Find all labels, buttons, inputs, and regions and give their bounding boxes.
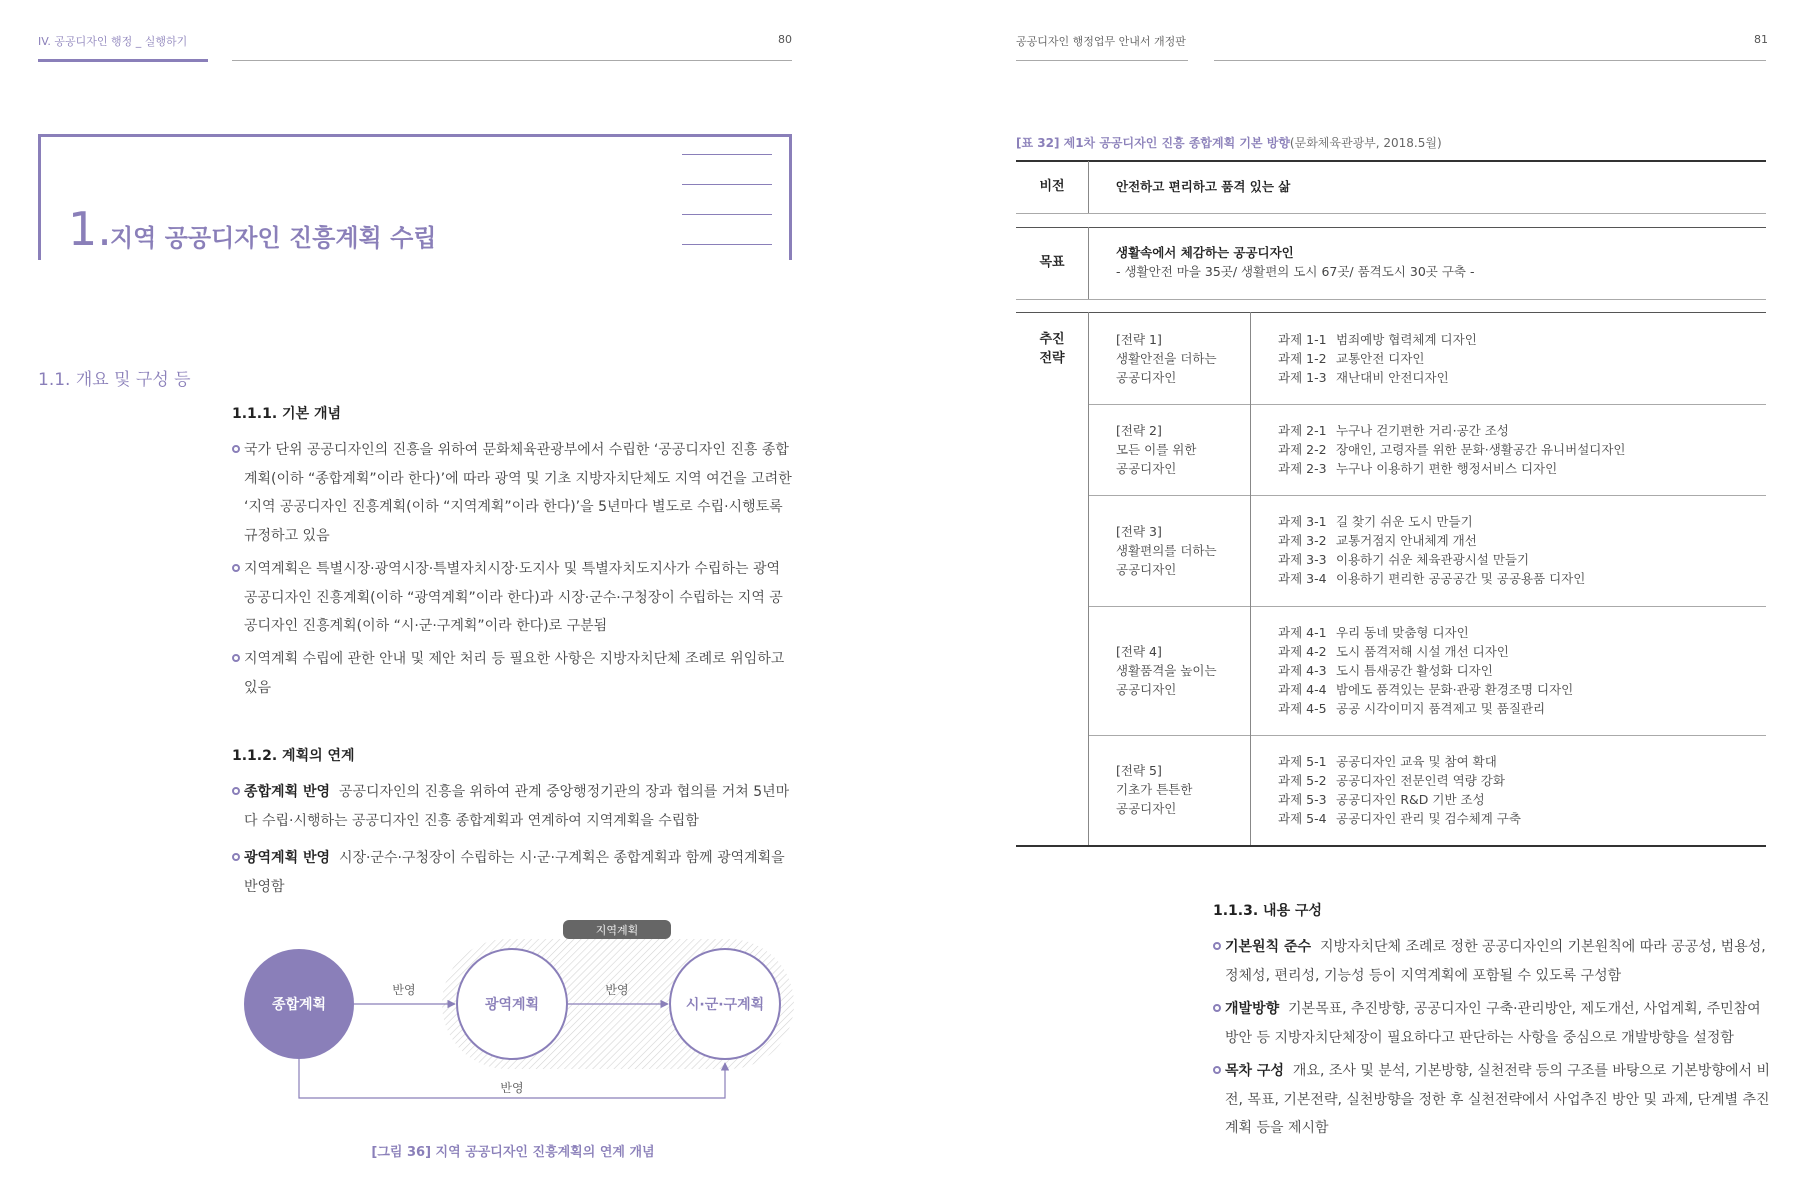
chapter-title: 지역 공공디자인 진흥계획 수립 bbox=[110, 224, 437, 252]
table-row-rule bbox=[1016, 227, 1766, 228]
task-item: 과제 4-5 공공 시각이미지 품격제고 및 품질관리 bbox=[1278, 701, 1546, 716]
table-top-rule bbox=[1016, 160, 1766, 162]
table-row-rule bbox=[1088, 404, 1766, 405]
edge-label: 반영 bbox=[500, 1081, 524, 1095]
table-caption: [표 32] 제1차 공공디자인 진흥 종합계획 기본 방향(문화체육관광부, 2018.5월) bbox=[1016, 136, 1442, 150]
task-item: 과제 5-1 공공디자인 교육 및 참여 확대 bbox=[1278, 754, 1497, 769]
node-label: 광역계획 bbox=[484, 997, 540, 1013]
chapter-deco-line bbox=[682, 214, 772, 215]
task-item: 과제 4-2 도시 품격저해 시설 개선 디자인 bbox=[1278, 644, 1509, 659]
table-row-rule bbox=[1088, 735, 1766, 736]
task-item: 과제 5-2 공공디자인 전문인력 역량 강화 bbox=[1278, 773, 1505, 788]
strategy-cell: [전략 4] 생활품격을 높이는 공공디자인 bbox=[1116, 644, 1217, 697]
header-rule bbox=[1016, 60, 1188, 61]
strategy-cell: [전략 3] 생활편의를 더하는 공공디자인 bbox=[1116, 524, 1217, 577]
table-col-rule bbox=[1088, 161, 1089, 213]
task-item: 과제 4-3 도시 틈새공간 활성화 디자인 bbox=[1278, 663, 1493, 678]
linkage-diagram bbox=[230, 915, 810, 1115]
table-row-rule bbox=[1088, 495, 1766, 496]
task-item: 과제 1-1 범죄예방 협력체계 디자인 bbox=[1278, 332, 1477, 347]
edge-label: 반영 bbox=[392, 983, 416, 997]
goal-title: 생활속에서 체감하는 공공디자인 bbox=[1116, 245, 1294, 260]
vision-label: 비전 bbox=[1039, 179, 1065, 194]
subsection-title: 1.1.1. 기본 개념 bbox=[232, 406, 342, 422]
page-number-right: 81 bbox=[1754, 33, 1768, 46]
strategy-cell: [전략 1] 생활안전을 더하는 공공디자인 bbox=[1116, 332, 1217, 385]
bullet-icon bbox=[232, 654, 240, 662]
subsection-title: 1.1.3. 내용 구성 bbox=[1213, 903, 1323, 919]
task-list bbox=[1278, 421, 1626, 478]
task-item: 과제 3-2 교통거점지 안내체계 개선 bbox=[1278, 533, 1477, 548]
bullet-paragraph: 지역계획은 특별시장·광역시장·특별자치시장·도지사 및 특별자치도지사가 수립하는 광역 공공디자인 진흥계획(이하 “광역계획”이라 한다)과 시장·군수·구청장이 수립하는 지역 공 공디자인 진흥계획(이하 “시·군·구계획”이라 한다)로 구분됨 bbox=[244, 561, 783, 634]
chapter-deco-line bbox=[682, 244, 772, 245]
task-item: 과제 4-1 우리 동네 맞춤형 디자인 bbox=[1278, 625, 1469, 640]
task-item: 과제 2-1 누구나 걷기편한 거리·공간 조성 bbox=[1278, 423, 1509, 438]
page-number-left: 80 bbox=[778, 33, 792, 46]
bullet-icon bbox=[232, 787, 240, 795]
table-col-rule bbox=[1250, 312, 1251, 845]
table-row-rule bbox=[1016, 213, 1766, 214]
task-item: 과제 3-4 이용하기 편리한 공공공간 및 공공용품 디자인 bbox=[1278, 571, 1586, 586]
task-item: 과제 3-3 이용하기 쉬운 체육관광시설 만들기 bbox=[1278, 552, 1530, 567]
bullet-icon bbox=[232, 853, 240, 861]
node-label: 시·군·구계획 bbox=[685, 997, 765, 1013]
bullet-icon bbox=[232, 445, 240, 453]
bullet-icon bbox=[1213, 1004, 1221, 1012]
table-col-rule bbox=[1088, 227, 1089, 299]
table-row-rule bbox=[1016, 312, 1766, 313]
table-row-rule bbox=[1016, 299, 1766, 300]
task-item: 과제 5-4 공공디자인 관리 및 검수체계 구축 bbox=[1278, 811, 1521, 826]
bullet-icon bbox=[1213, 942, 1221, 950]
node-label: 종합계획 bbox=[271, 997, 327, 1013]
task-list bbox=[1278, 330, 1477, 387]
strategy-cell: [전략 2] 모든 이를 위한 공공디자인 bbox=[1116, 423, 1197, 476]
chapter-deco-line bbox=[682, 184, 772, 185]
task-item: 과제 1-2 교통안전 디자인 bbox=[1278, 351, 1425, 366]
figure-caption: [그림 36] 지역 공공디자인 진흥계획의 연계 개념 bbox=[371, 1145, 655, 1160]
task-item: 과제 3-1 길 찾기 쉬운 도시 만들기 bbox=[1278, 514, 1473, 529]
bullet-icon bbox=[232, 564, 240, 572]
bullet-paragraph: 종합계획 반영 공공디자인의 진흥을 위하여 관계 중앙행정기관의 장과 협의를 거쳐 5년마 다 수립·시행하는 공공디자인 진흥 종합계획과 연계하여 지역계획을 수립함 bbox=[244, 784, 790, 829]
chapter-deco-line bbox=[682, 154, 772, 155]
task-item: 과제 2-2 장애인, 고령자를 위한 문화·생활공간 유니버설디자인 bbox=[1278, 442, 1626, 457]
task-list bbox=[1278, 752, 1521, 828]
strategy-cell: [전략 5] 기초가 튼튼한 공공디자인 bbox=[1116, 763, 1193, 816]
task-list bbox=[1278, 623, 1573, 718]
subsection-title: 1.1.2. 계획의 연계 bbox=[232, 748, 355, 764]
running-header-left: IV. 공공디자인 행정 _ 실행하기 bbox=[38, 35, 188, 48]
bullet-paragraph: 지역계획 수립에 관한 안내 및 제안 처리 등 필요한 사항은 지방자치단체 조례로 위임하고 있음 bbox=[244, 651, 785, 696]
bullet-icon bbox=[1213, 1066, 1221, 1074]
vision-text: 안전하고 편리하고 품격 있는 삶 bbox=[1116, 179, 1291, 194]
running-header-right: 공공디자인 행정업무 안내서 개정판 bbox=[1016, 35, 1186, 48]
table-bottom-rule bbox=[1016, 845, 1766, 847]
bullet-paragraph: 기본원칙 준수 지방자치단체 조례로 정한 공공디자인의 기본원칙에 따라 공공성, 범용성, 정체성, 편리성, 기능성 등이 지역계획에 포함될 수 있도록 구성함 bbox=[1225, 939, 1766, 984]
bullet-paragraph: 개발방향 기본목표, 추진방향, 공공디자인 구축·관리방안, 제도개선, 사업계획, 주민참여 방안 등 지방자치단체장이 필요하다고 판단하는 사항을 중심으로 개발방향을 설정함 bbox=[1225, 1001, 1761, 1046]
task-list bbox=[1278, 512, 1585, 588]
header-accent-rule bbox=[38, 59, 208, 62]
header-rule bbox=[1214, 60, 1766, 61]
bullet-paragraph: 국가 단위 공공디자인의 진흥을 위하여 문화체육관광부에서 수립한 ‘공공디자인 진흥 종합 계획(이하 “종합계획”이라 한다)’에 따라 광역 및 기초 지방자치단체도 지역 여건을 고려한 ‘지역 공공디자인 진흥계획(이하 “지역계획”이라 한다)’을 5년마다 별도로 수립·시행토록 규정하고 있음 bbox=[244, 442, 792, 544]
task-item: 과제 2-3 누구나 이용하기 편한 행정서비스 디자인 bbox=[1278, 461, 1558, 476]
goal-label: 목표 bbox=[1039, 255, 1065, 270]
header-rule bbox=[232, 60, 792, 61]
edge-label: 반영 bbox=[605, 983, 629, 997]
table-row-rule bbox=[1088, 606, 1766, 607]
task-item: 과제 1-3 재난대비 안전디자인 bbox=[1278, 370, 1449, 385]
chapter-number: 1. bbox=[68, 202, 112, 256]
group-label: 지역계획 bbox=[595, 924, 639, 937]
task-item: 과제 4-4 밤에도 품격있는 문화·관광 환경조명 디자인 bbox=[1278, 682, 1574, 697]
goal-detail: - 생활안전 마을 35곳/ 생활편의 도시 67곳/ 품격도시 30곳 구축 - bbox=[1116, 264, 1475, 279]
table-col-rule bbox=[1088, 312, 1089, 845]
strategy-label: 추진 전략 bbox=[1039, 332, 1065, 366]
task-item: 과제 5-3 공공디자인 R&D 기반 조성 bbox=[1278, 792, 1485, 807]
section-title: 1.1. 개요 및 구성 등 bbox=[38, 370, 191, 390]
bullet-paragraph: 광역계획 반영 시장·군수·구청장이 수립하는 시·군·구계획은 종합계획과 함께 광역계획을 반영함 bbox=[244, 850, 785, 895]
bullet-paragraph: 목차 구성 개요, 조사 및 분석, 기본방향, 실천전략 등의 구조를 바탕으로 기본방향에서 비 전, 목표, 기본전략, 실천방향을 정한 후 실천전략에서 사업추진 방안 및 과제, 단계별 추진 계획 등을 제시함 bbox=[1225, 1063, 1770, 1136]
